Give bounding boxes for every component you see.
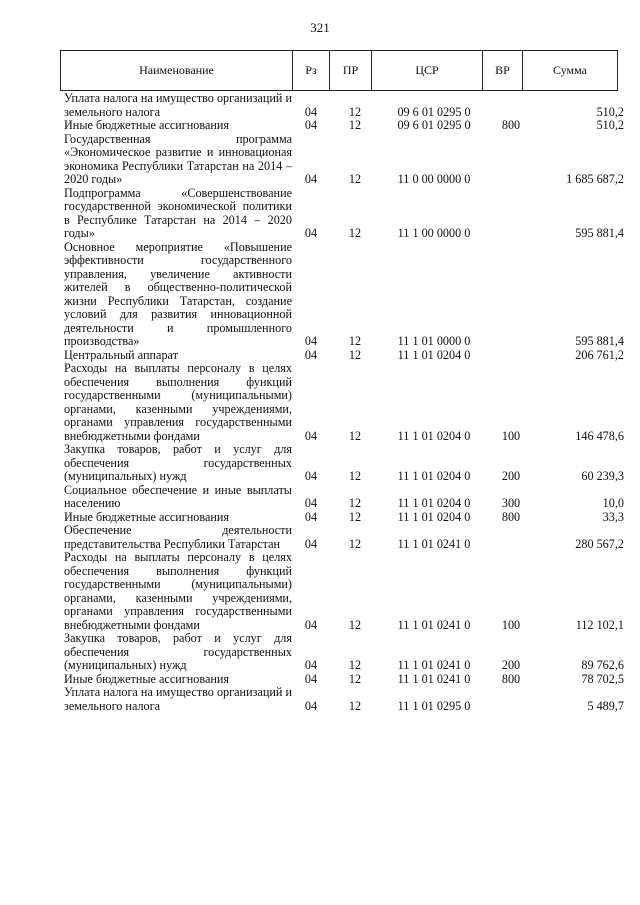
row-pr: 12 (348, 698, 362, 713)
row-csr: 11 0 00 0000 0 (397, 172, 471, 186)
row-name: Подпрограмма «Совершенствование государственной экономической политики в Республике Татарстан на 2014 – 2020 годы» (64, 185, 292, 240)
row-vr: 300 (501, 496, 521, 510)
row-pr: 12 (348, 617, 362, 632)
row-csr: 11 1 01 0000 0 (397, 334, 471, 348)
header-name: Наименование (61, 51, 293, 91)
row-pr: 12 (348, 226, 362, 240)
table-row (0, 632, 640, 673)
row-sum: 280 567,2 (575, 536, 624, 551)
row-csr: 11 1 01 0241 0 (397, 658, 471, 672)
table-row (0, 133, 640, 187)
row-rz: 04 (304, 617, 318, 632)
row-rz: 04 (304, 698, 318, 713)
row-pr: 12 (348, 334, 362, 348)
row-name: Закупка товаров, работ и услуг для обеспечения государственных (муниципальных) нужд (64, 631, 292, 672)
row-csr: 11 1 01 0204 0 (397, 347, 471, 362)
header-pr: ПР (330, 51, 372, 91)
row-pr: 12 (348, 104, 362, 119)
row-rz: 04 (304, 509, 318, 524)
row-name: Центральный аппарат (64, 347, 178, 362)
row-rz: 04 (304, 658, 318, 672)
row-name: Расходы на выплаты персоналу в целях обеспечения выполнения функций государственными (муниципальными) органами, казенными учреждениями, органами управления государственными внебюджетными фондами (64, 361, 292, 443)
table-row (0, 484, 640, 511)
table-row (0, 349, 640, 363)
row-sum: 5 489,7 (587, 698, 624, 713)
row-vr: 100 (501, 428, 521, 443)
row-rz: 04 (304, 334, 318, 348)
row-pr: 12 (348, 509, 362, 524)
header-rz: Рз (293, 51, 330, 91)
row-vr: 800 (501, 118, 521, 132)
row-name: Обеспечение деятельности представительства Республики Татарстан (64, 523, 292, 551)
table-row (0, 511, 640, 525)
row-sum: 510,2 (596, 118, 624, 132)
row-csr: 11 1 01 0241 0 (397, 671, 471, 686)
row-sum: 60 239,3 (581, 469, 624, 483)
row-csr: 11 1 01 0204 0 (397, 469, 471, 483)
row-pr: 12 (348, 118, 362, 132)
row-sum: 595 881,4 (575, 226, 624, 240)
row-sum: 89 762,6 (581, 658, 624, 672)
row-vr: 200 (501, 469, 521, 483)
row-csr: 11 1 01 0295 0 (397, 698, 471, 713)
row-rz: 04 (304, 104, 318, 119)
row-pr: 12 (348, 428, 362, 443)
row-name: Социальное обеспечение и иные выплаты населению (64, 482, 292, 510)
row-pr: 12 (348, 496, 362, 510)
row-sum: 1 685 687,2 (566, 172, 624, 186)
table-row (0, 241, 640, 349)
row-csr: 11 1 01 0241 0 (397, 536, 471, 551)
row-name: Иные бюджетные ассигнования (64, 509, 230, 524)
row-sum: 78 702,5 (581, 671, 624, 686)
row-vr: 800 (501, 671, 521, 686)
row-name: Иные бюджетные ассигнования (64, 671, 230, 686)
row-rz: 04 (304, 536, 318, 551)
row-rz: 04 (304, 172, 318, 186)
row-csr: 09 6 01 0295 0 (397, 104, 471, 119)
row-vr: 800 (501, 509, 521, 524)
header-vr: ВР (483, 51, 523, 91)
row-pr: 12 (348, 469, 362, 483)
table-body (0, 92, 640, 713)
row-name: Основное мероприятие «Повышение эффективности государственного управления, увеличение активности жителей в общественно-политической жизни Республики Татарстан, создание условий для развития инновационной деятельности и промышленного производства» (64, 239, 292, 348)
table-row (0, 187, 640, 241)
row-pr: 12 (348, 347, 362, 362)
row-sum: 510,2 (596, 104, 624, 119)
row-rz: 04 (304, 118, 318, 132)
row-pr: 12 (348, 536, 362, 551)
row-rz: 04 (304, 226, 318, 240)
row-rz: 04 (304, 671, 318, 686)
row-sum: 10,0 (602, 496, 624, 510)
row-csr: 11 1 01 0241 0 (397, 617, 471, 632)
table-row (0, 92, 640, 119)
table-row (0, 524, 640, 551)
table-header (60, 50, 618, 91)
header-sum: Сумма (523, 51, 618, 91)
row-pr: 12 (348, 658, 362, 672)
row-csr: 09 6 01 0295 0 (397, 118, 471, 132)
row-sum: 33,3 (602, 509, 624, 524)
row-name: Уплата налога на имущество организаций и земельного налога (64, 685, 292, 713)
table-row (0, 119, 640, 133)
row-vr: 100 (501, 617, 521, 632)
row-rz: 04 (304, 347, 318, 362)
row-sum: 206 761,2 (575, 347, 624, 362)
row-pr: 12 (348, 172, 362, 186)
table-row (0, 673, 640, 687)
row-sum: 112 102,1 (575, 617, 624, 632)
table-row (0, 551, 640, 632)
table-row (0, 686, 640, 713)
row-name: Уплата налога на имущество организаций и земельного налога (64, 91, 292, 119)
row-name: Иные бюджетные ассигнования (64, 118, 230, 132)
header-csr: ЦСР (372, 51, 483, 91)
row-rz: 04 (304, 469, 318, 483)
table-row (0, 362, 640, 443)
row-name: Государственная программа «Экономическое развитие и инновационая экономика Республики Татарстан на 2014 – 2020 годы» (64, 131, 292, 186)
row-csr: 11 1 00 0000 0 (397, 226, 471, 240)
row-name: Расходы на выплаты персоналу в целях обеспечения выполнения функций государственными (муниципальными) органами, казенными учреждениями, органами управления государственными внебюджетными фондами (64, 550, 292, 632)
row-sum: 146 478,6 (575, 428, 624, 443)
row-csr: 11 1 01 0204 0 (397, 428, 471, 443)
row-rz: 04 (304, 428, 318, 443)
row-csr: 11 1 01 0204 0 (397, 509, 471, 524)
row-vr: 200 (501, 658, 521, 672)
row-rz: 04 (304, 496, 318, 510)
row-csr: 11 1 01 0204 0 (397, 496, 471, 510)
row-sum: 595 881,4 (575, 334, 624, 348)
row-name: Закупка товаров, работ и услуг для обеспечения государственных (муниципальных) нужд (64, 442, 292, 483)
row-pr: 12 (348, 671, 362, 686)
table-row (0, 443, 640, 484)
page-number: 321 (310, 20, 330, 35)
